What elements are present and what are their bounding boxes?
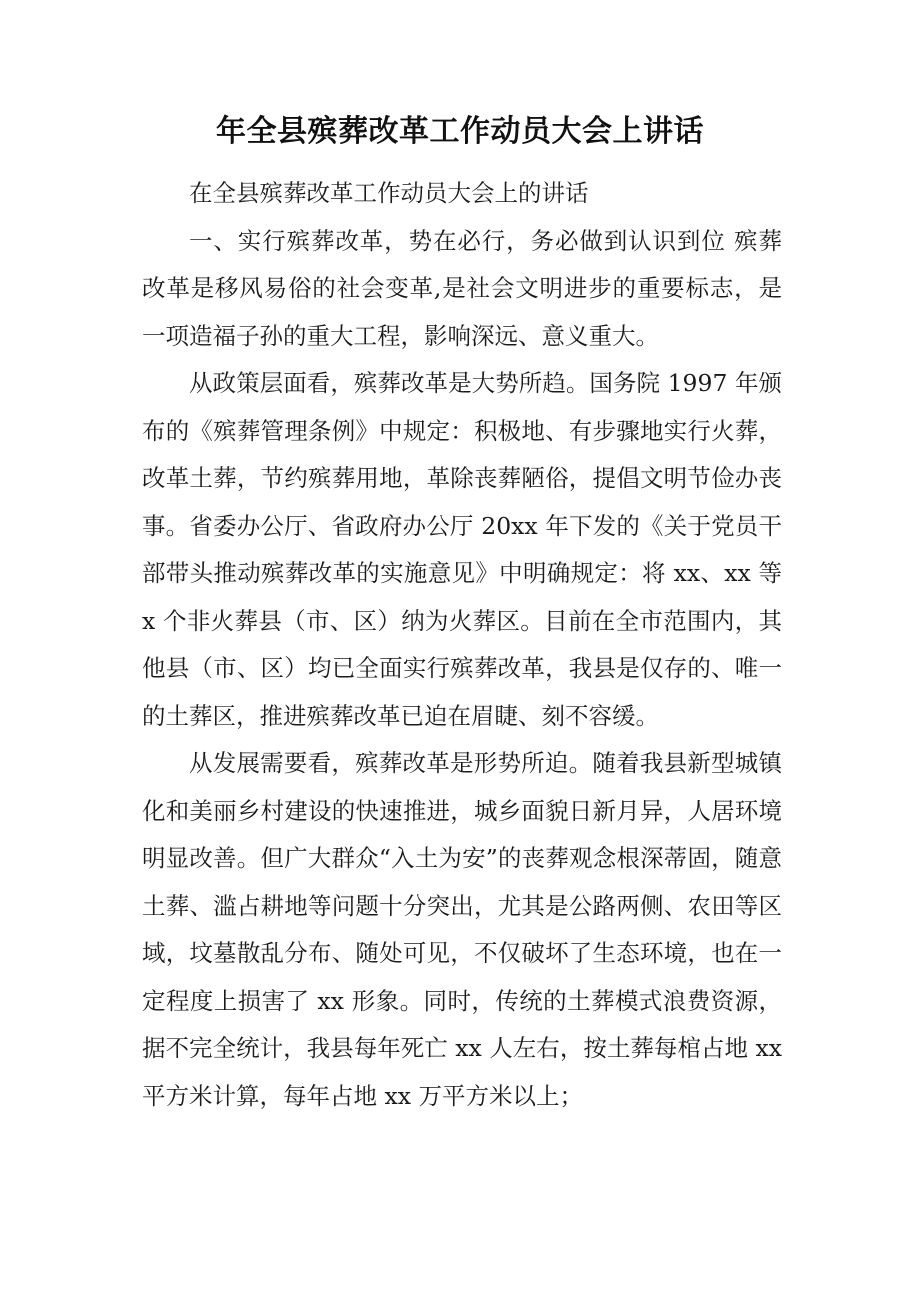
paragraph-section-one: 一、实行殡葬改革，势在必行，务必做到认识到位 殡葬改革是移风易俗的社会变革,是社会文明进步的重要标志，是一项造福子孙的重大工程，影响深远、意义重大。 xyxy=(142,226,782,350)
paragraph-policy: 从政策层面看，殡葬改革是大势所趋。国务院 1997 年颁布的《殡葬管理条例》中规定：积极地、有步骤地实行火葬，改革土葬，节约殡葬用地，革除丧葬陋俗，提倡文明节俭办丧事。省委办公厅、省政府办公厅 20xx 年下发的《关于党员干部带头推动殡葬改革的实施意见》中明确规定：将 xx、xx 等 x 个非火葬县（市、区）纳为火葬区。目前在全市范围内，其他县（市、区）均已全面实行殡葬改革，我县是仅存的、唯一的土葬区，推进殡葬改革已迫在眉睫、刻不容缓。 xyxy=(142,369,782,730)
document-body xyxy=(142,170,782,1120)
paragraph-subtitle: 在全县殡葬改革工作动员大会上的讲话 xyxy=(189,179,589,207)
paragraph-development: 从发展需要看，殡葬改革是形势所迫。随着我县新型城镇化和美丽乡村建设的快速推进，城乡面貌日新月异，人居环境明显改善。但广大群众“入土为安”的丧葬观念根深蒂固，随意土葬、滥占耕地等问题十分突出，尤其是公路两侧、农田等区域，坟墓散乱分布、随处可见，不仅破坏了生态环境，也在一定程度上损害了 xx 形象。同时，传统的土葬模式浪费资源，据不完全统计，我县每年死亡 xx 人左右，按土葬每棺占地 xx 平方米计算，每年占地 xx 万平方米以上； xyxy=(142,749,782,1110)
document-title: 年全县殡葬改革工作动员大会上讲话 xyxy=(216,114,704,149)
